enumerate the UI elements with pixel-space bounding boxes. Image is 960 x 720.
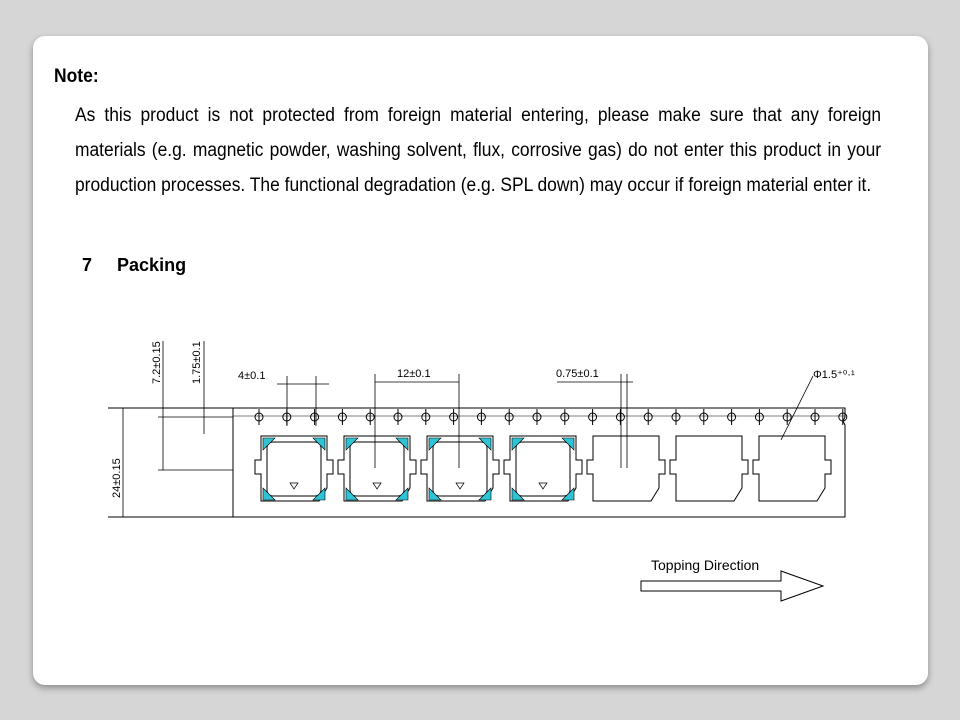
section-title: Packing [117, 255, 187, 275]
sprocket-hole [394, 409, 402, 425]
sprocket-hole [311, 409, 319, 425]
sprocket-hole [811, 409, 819, 425]
sprocket-hole [644, 409, 652, 425]
dim-4-label: 4±0.1 [238, 370, 266, 382]
carrier-tape-drawing [33, 36, 928, 685]
pocket-with-component [421, 436, 499, 501]
pocket-with-component [338, 436, 416, 501]
pocket-empty [753, 436, 831, 501]
sprocket-hole [561, 409, 569, 425]
sprocket-hole [255, 409, 263, 425]
sprocket-holes [255, 409, 847, 425]
sprocket-hole [839, 409, 847, 425]
dim-phi-label: Φ1.5⁺⁰·¹ [813, 369, 855, 381]
sprocket-hole [672, 409, 680, 425]
section-number: 7 [82, 255, 93, 275]
sprocket-hole [616, 409, 624, 425]
pocket-with-component [504, 436, 582, 501]
sprocket-hole [533, 409, 541, 425]
sprocket-hole [755, 409, 763, 425]
pockets [255, 436, 831, 501]
pocket-empty [670, 436, 748, 501]
sprocket-hole [477, 409, 485, 425]
sprocket-hole [700, 409, 708, 425]
dim-1-75-label: 1.75±0.1 [191, 341, 203, 384]
dim-24-label: 24±0.15 [111, 458, 123, 498]
sprocket-hole [505, 409, 513, 425]
direction-label: Topping Direction [651, 557, 760, 573]
sprocket-hole [422, 409, 430, 425]
sprocket-hole [589, 409, 597, 425]
sprocket-hole [728, 409, 736, 425]
pocket-with-component [255, 436, 333, 501]
direction-arrow-icon [641, 571, 823, 601]
dim-7-2-label: 7.2±0.15 [151, 341, 163, 384]
slide-card [33, 36, 928, 685]
sprocket-hole [366, 409, 374, 425]
sprocket-hole [338, 409, 346, 425]
note-heading: Note: [54, 66, 99, 87]
note-body: As this product is not protected from foreign material entering, please make sure that any foreign materials (e.g. magnetic powder, washing solvent, flux, corrosive gas) do not enter this product in your production processes. The functional degradation (e.g. SPL down) may occur if foreign material enter it. [75, 105, 882, 196]
sprocket-hole [450, 409, 458, 425]
dim-12-label: 12±0.1 [397, 368, 431, 380]
dim-0-75-label: 0.75±0.1 [556, 368, 599, 380]
pocket-empty [587, 436, 665, 501]
